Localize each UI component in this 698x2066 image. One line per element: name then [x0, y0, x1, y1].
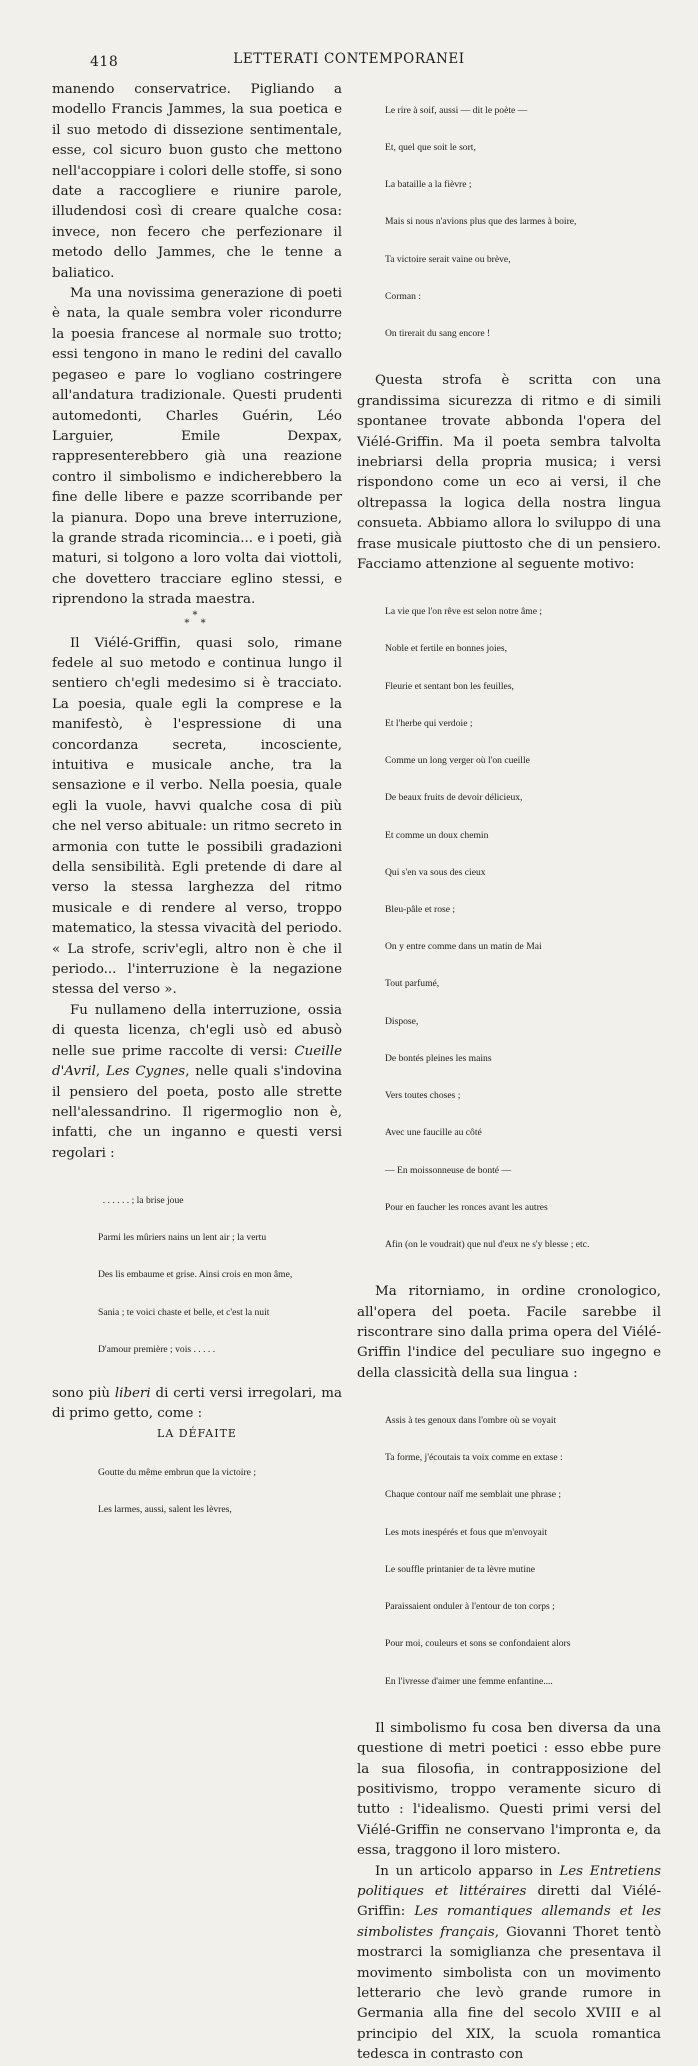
verse-line: Et, quel que soit le sort,	[385, 142, 476, 154]
paragraph: Questa strofa è scritta con una grandissima sicurezza di ritmo e di simili spontanee trovate abbonda l'opera del Viélé-Griffin. Ma il poeta sembra talvolta inebriarsi della propria musica; i versi rispondono come un eco ai versi, il che oltrepassa la logica della nostra lingua consueta. Abbiamo allora lo sviluppo di una frase musicale piuttosto che di un pensiero. Facciamo attenzione al seguente motivo:	[357, 373, 661, 572]
verse-line: Et comme un doux chemin	[385, 829, 489, 841]
text-run: di certi versi irregolari, ma di primo getto, come :	[52, 1386, 342, 1422]
verse-line: On y entre comme dans un matin de Mai	[385, 941, 542, 953]
verse-quote	[52, 1442, 342, 1541]
book-title: Cueille d'Avril	[52, 1043, 342, 1080]
verse-line: De beaux fruits de devoir délicieux,	[385, 792, 523, 804]
verse-line: Et l'herbe qui verdoie ;	[385, 717, 473, 729]
verse-quote	[357, 581, 661, 1276]
paragraph	[52, 1001, 342, 1164]
verse-line: La bataille a la fièvre ;	[385, 179, 472, 191]
verse-line: Fleurie et sentant bon les feuilles,	[385, 680, 514, 692]
page-number: 418	[90, 54, 119, 70]
running-title: LETTERATI CONTEMPORANEI	[233, 51, 465, 67]
verse-line: Corman :	[385, 290, 421, 302]
verse-line: Assis à tes genoux dans l'ombre où se voyait	[385, 1415, 557, 1426]
article-title: Les romantiques allemands et les simbolistes français	[357, 1904, 661, 1940]
verse-line: Sania ; te voici chaste et belle, et c'est la nuit	[98, 1306, 270, 1318]
verse-line: Qui s'en va sous des cieux	[385, 866, 486, 878]
verse-quote	[357, 80, 661, 365]
verse-quote	[52, 1170, 342, 1381]
verse-line: Mais si nous n'avions plus que des larmes à boire,	[385, 216, 577, 228]
verse-line: Parmi les mûriers nains un lent air ; la vertu	[98, 1232, 267, 1244]
text-run: sono più	[52, 1386, 115, 1402]
verse-line: Bleu-pâle et rose ;	[385, 903, 456, 915]
verse-line: Paraissaient onduler à l'entour de ton corps ;	[385, 1601, 555, 1613]
text-run: In un articolo apparso in	[375, 1863, 560, 1879]
verse-quote	[357, 1390, 661, 1713]
paragraph: Il simbolismo fu cosa ben diversa da una questione di metri poetici : esso ebbe pure la sua filosofia, in contrapposizione del positivismo, troppo veramente sicuro di tutto : l'idealismo. Questi primi versi del Viélé-Griffin ne conservano l'impronta e, da essa, traggono il loro mistero.	[357, 1720, 661, 1859]
paragraph: Ma ritorniamo, in ordine cronologico, all'opera del poeta. Facile sarebbe il riscontrare sino dalla prima opera del Viélé-Griffin l'indice del peculiare suo ingegno e della classicità della sua lingua :	[357, 1284, 661, 1381]
verse-line: Ta victoire serait vaine ou brève,	[385, 253, 511, 265]
text-run: diretti dal Viélé-Griffin:	[357, 1884, 661, 1920]
verse-line: En l'ivresse d'aimer une femme enfantine....	[385, 1675, 553, 1687]
verse-line: Les mots inespérés et fous que m'envoyait	[385, 1526, 548, 1538]
verse-line: Le souffle printanier de ta lèvre mutine	[385, 1563, 536, 1575]
journal-title: Les Entretiens politiques et littéraires	[357, 1863, 661, 1899]
verse-line: Le rire à soif, aussi — dit le poète —	[385, 104, 528, 116]
verse-line: On tirerait du sang encore !	[385, 328, 491, 340]
paragraph	[357, 1862, 661, 2066]
verse-line: Goutte du même embrun que la victoire ;	[98, 1466, 256, 1478]
section-asterism	[52, 609, 342, 629]
text-run: , nelle quali s'indovina il pensiero del poeta, posto alle strette nell'alessandrino. Il rigermoglio non è, infatti, che un inganno e questi versi regolari :	[52, 1064, 343, 1161]
verse-line: Vers toutes choses ;	[385, 1090, 461, 1102]
paragraph	[52, 1384, 342, 1425]
verse-line: De bontés pleines les mains	[385, 1052, 492, 1064]
verse-line: La vie que l'on rêve est selon notre âme ;	[385, 606, 543, 618]
text-run: ,	[95, 1064, 106, 1080]
asterism-bottom: * *	[184, 617, 210, 629]
right-column	[357, 80, 661, 2066]
verse-line: Avec une faucille au côté	[385, 1127, 482, 1139]
verse-line: . . . . . . ; la brise joue	[98, 1194, 184, 1206]
verse-line: Pour en faucher les ronces avant les autres	[385, 1201, 548, 1213]
verse-line: Ta forme, j'écoutais ta voix comme en extase :	[385, 1452, 563, 1464]
verse-line: Des lis embaume et grise. Ainsi crois en mon âme,	[98, 1269, 293, 1281]
verse-line: Chaque contour naïf me semblait une phrase ;	[385, 1489, 562, 1501]
verse-line: Dispose,	[385, 1015, 419, 1027]
verse-line: Les larmes, aussi, salent les lèvres,	[98, 1503, 232, 1515]
poem-title: LA DÉFAITE	[157, 1426, 237, 1440]
verse-line: Comme un long verger où l'on cueille	[385, 755, 530, 767]
verse-line: D'amour première ; vois . . . . .	[98, 1343, 216, 1355]
paragraph: Il Viélé-Griffin, quasi solo, rimane fedele al suo metodo e continua lungo il sentiero ch'egli medesimo si è tracciato. La poesia, quale egli la comprese e la manifestò, è l'espressione di una concordanza secreta, incosciente, intuitiva e musicale anche, tra la sensazione e il verbo. Nella poesia, quale egli la vuole, havvi qualche cosa di più che nel verso abituale: un ritmo secreto in armonia con tutte le possibili gradazioni della sensibilità. Egli pretende di dare al verso la stessa larghezza del ritmo musicale e di rendere al verso, troppo matematico, la stessa vivacità del periodo. « La strofe, scriv'egli, altro non è che il periodo... l'interruzione è la negazione stessa del verso ».	[52, 635, 342, 998]
left-column	[52, 80, 342, 1544]
text-run: Fu nullameno della interruzione, ossia di questa licenza, ch'egli usò ed abusò nelle sue prime raccolte di versi:	[52, 1002, 342, 1059]
asterism-top: *	[192, 609, 202, 621]
verse-line: Noble et fertile en bonnes joies,	[385, 643, 508, 655]
verse-line: Afin (on le voudrait) que nul d'eux ne s'y blesse ; etc.	[385, 1238, 590, 1250]
emphasis: liberi	[114, 1386, 151, 1402]
verse-line: Tout parfumé,	[385, 978, 440, 990]
verse-line: — En moissonneuse de bonté —	[385, 1164, 512, 1176]
verse-line: Pour moi, couleurs et sons se confondaient alors	[385, 1638, 571, 1650]
paragraph: manendo conservatrice. Pigliando a modello Francis Jammes, la sua poetica e il suo metodo di dissezione sentimentale, esse, col sicuro buon gusto che mettono nell'accoppiare i colori delle stoffe, si sono date a raccogliere e riunire parole, illudendosi così di creare qualche cosa: invece, non fecero che perfezionare il metodo dello Jammes, che le tenne a baliatico.	[52, 82, 342, 281]
book-title: Les Cygnes	[105, 1064, 186, 1080]
text-run: , Giovanni Thoret tentò mostrarci la somiglianza che presentava il movimento simbolista con un movimento letterario che levò grande rumore in Germania alla fine del secolo XVIII e al principio del XIX, la scuola romantica tedesca in contrasto con	[357, 1924, 661, 2063]
paragraph: Ma una novissima generazione di poeti è nata, la quale sembra voler ricondurre la poesia francese al normale suo trotto; essi tengono in mano le redini del cavallo pegaseo e pare lo vogliano costringere all'andatura tradizionale. Questi prudenti automedonti, Charles Guérin, Léo Larguier, Emile Dexpax, rappresenterebbero già una reazione contro il simbolismo e indicherebbero la fine delle libere e pazze scorribande per la pianura. Dopo una breve interruzione, la grande strada ricomincia... e i poeti, già maturi, si tolgono a loro volta dai viottoli, che dovettero tracciare eglino stessi, e riprendono la strada maestra.	[52, 286, 342, 608]
